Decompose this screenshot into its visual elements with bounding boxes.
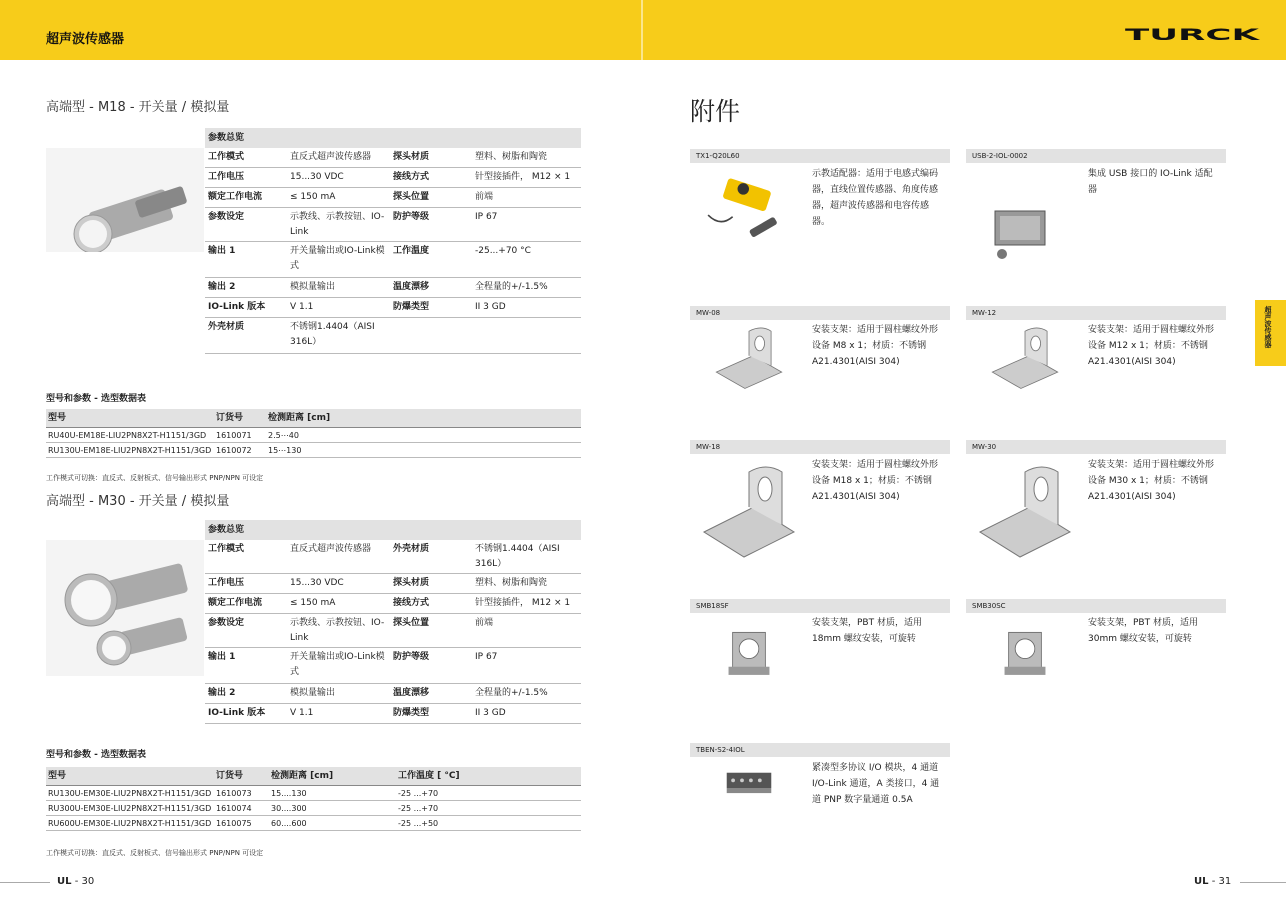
param-key: 探头位置 [393,618,430,628]
param-value [472,318,579,353]
table-row [46,786,581,801]
accessory-drawing [966,616,1084,706]
accessory-name: MW-30 [966,440,1226,454]
cell: -25 ...+70 [398,804,439,813]
m30-model-title: 型号和参数 - 选型数据表 [46,750,147,760]
col-model: 型号 [48,771,67,781]
param-value: IP 67 [475,212,498,222]
param-key: 参数设定 [208,212,245,222]
param-value: 塑料、树脂和陶瓷 [475,578,548,588]
accessory-description: 集成 USB 接口的 IO-Link 适配器 [1088,169,1213,195]
param-key: 额定工作电流 [208,598,263,608]
accessory-drawing [690,323,808,413]
accessory-description: 安装支架：适用于圆柱螺纹外形设备 M18 x 1；材质：不锈钢 A21.4301(AISI 304) [812,460,939,502]
param-value: 前端 [475,192,494,202]
param-key: 工作模式 [208,152,245,162]
col-order: 订货号 [216,413,244,423]
table-row [46,816,581,831]
param-value: 不锈钢1.4404（AISI 316L） [290,322,375,347]
param-key: 外壳材质 [393,544,430,554]
param-row [205,574,581,594]
footer-rule-right [1240,882,1286,883]
param-value: 针型接插件， M12 × 1 [475,598,571,608]
param-row [205,278,581,298]
param-value: -25...+70 °C [475,246,531,256]
param-key: 输出 2 [208,688,236,698]
accessory-name: SMB30SC [966,599,1226,613]
accessory-name: TBEN-S2-4IOL [690,743,950,757]
col-temp: 工作温度 [ °C] [398,771,460,781]
cell: RU300U-EM30E-LIU2PN8X2T-H1151/3GD [48,804,212,813]
m30-product-image [46,540,204,676]
col-order: 订货号 [216,771,244,781]
page-divider [641,0,643,60]
param-row [205,208,581,242]
m18-param-table [205,128,581,354]
param-key: 探头材质 [393,152,430,162]
accessory-name: USB-2-IOL-0002 [966,149,1226,163]
param-value: 示教线、示教按钮、IO-Link [290,212,385,237]
param-key: 工作电压 [208,172,245,182]
param-key: 防护等级 [393,212,430,222]
param-key: 防爆类型 [393,708,430,718]
page-number-right: UL - 31 [1194,876,1232,887]
m18-model-title: 型号和参数 - 选型数据表 [46,394,147,404]
param-value: 直反式超声波传感器 [290,152,372,162]
cell: 2.5⋯40 [268,431,299,440]
m30-title: 高端型 - M30 - 开关量 / 模拟量 [46,494,230,509]
param-row [205,298,581,318]
param-row [205,168,581,188]
param-header: 参数总览 [205,520,581,540]
param-value: 直反式超声波传感器 [290,544,372,554]
accessory-description: 安装支架，PBT 材质，适用 18mm 螺纹安装，可旋转 [812,618,922,644]
cell: 30....300 [271,804,307,813]
footer-rule-left [0,882,50,883]
param-key: 额定工作电流 [208,192,263,202]
cell: 60....600 [271,819,307,828]
m18-product-image [46,148,204,252]
cell: 1610072 [216,446,252,455]
param-value: V 1.1 [290,302,314,312]
accessory-description: 示教适配器：适用于电感式编码器，直线位置传感器、角度传感器，超声波传感器和电容传感器。 [812,169,939,227]
param-key: 工作温度 [393,246,430,256]
cell: -25 ...+70 [398,789,439,798]
param-key: 防爆类型 [393,302,430,312]
param-key: 输出 1 [208,652,236,662]
cell: 1610075 [216,819,252,828]
param-key: 温度漂移 [393,282,430,292]
m18-model-table [46,409,581,458]
m30-model-table [46,767,581,831]
param-key: 工作模式 [208,544,245,554]
cell: 1610071 [216,431,252,440]
cell: RU600U-EM30E-LIU2PN8X2T-H1151/3GD [48,819,212,828]
accessory-name: TX1-Q20L60 [690,149,950,163]
param-value: 全程量的+/-1.5% [475,282,548,292]
param-key: 输出 2 [208,282,236,292]
param-key: 参数设定 [208,618,245,628]
side-tab-label: 超声波传感器 [1264,306,1272,348]
param-value: 15...30 VDC [290,578,344,588]
m30-param-table [205,520,581,724]
param-row [205,614,581,648]
side-tab [1255,300,1286,366]
cell: 15....130 [271,789,307,798]
page-number-left: UL - 30 [57,876,95,887]
col-range: 检测距离 [cm] [268,413,331,423]
param-row [205,648,581,684]
cell: -25 ...+50 [398,819,439,828]
table-row [46,443,581,458]
param-value: 针型接插件， M12 × 1 [475,172,571,182]
top-banner [0,0,1286,60]
accessory-description: 紧凑型多协议 I/O 模块，4 通道 I/O-Link 通道，A 类接口，4 通道 PNP 数字量通道 0.5A [812,763,940,805]
param-value: II 3 GD [475,302,506,312]
accessory-drawing [690,166,808,256]
param-value: V 1.1 [290,708,314,718]
param-value: 塑料、树脂和陶瓷 [475,152,548,162]
param-row [205,148,581,168]
param-key: 接线方式 [393,598,430,608]
param-value: II 3 GD [475,708,506,718]
accessory-drawing [966,457,1084,567]
param-key: IO-Link 版本 [208,302,266,312]
accessory-drawing [966,166,1084,276]
col-model: 型号 [48,413,67,423]
accessories-title: 附件 [690,97,741,126]
m30-note: 工作模式可切换：直反式、反射板式、信号输出形式 PNP/NPN 可设定 [46,849,264,857]
accessory-name: SMB18SF [690,599,950,613]
param-value: 15...30 VDC [290,172,344,182]
accessory-description: 安装支架，PBT 材质，适用 30mm 螺纹安装，可旋转 [1088,618,1198,644]
accessory-description: 安装支架：适用于圆柱螺纹外形设备 M12 x 1；材质：不锈钢 A21.4301(AISI 304) [1088,325,1215,367]
cell: 1610073 [216,789,252,798]
accessory-drawing [690,616,808,706]
section-title: 超声波传感器 [46,32,125,47]
accessory-drawing [690,457,808,567]
accessory-name: MW-08 [690,306,950,320]
accessory-drawing [966,323,1084,413]
param-value: 全程量的+/-1.5% [475,688,548,698]
param-key: 探头材质 [393,578,430,588]
param-row [205,318,581,354]
param-key: 工作电压 [208,578,245,588]
param-row [205,594,581,614]
param-value: ≤ 150 mA [290,598,336,608]
col-range: 检测距离 [cm] [271,771,334,781]
param-value: 前端 [475,618,494,628]
param-value: ≤ 150 mA [290,192,336,202]
param-value: 模拟量输出 [290,688,336,698]
param-key: IO-Link 版本 [208,708,266,718]
accessory-description: 安装支架：适用于圆柱螺纹外形设备 M8 x 1；材质：不锈钢 A21.4301(AISI 304) [812,325,939,367]
param-key: 输出 1 [208,246,236,256]
table-header [46,409,581,428]
accessory-name: MW-18 [690,440,950,454]
cell: RU40U-EM18E-LIU2PN8X2T-H1151/3GD [48,431,207,440]
param-key: 防护等级 [393,652,430,662]
param-key [390,318,472,353]
cell: 1610074 [216,804,252,813]
cell: RU130U-EM30E-LIU2PN8X2T-H1151/3GD [48,789,212,798]
param-row [205,188,581,208]
param-row [205,242,581,278]
param-key: 接线方式 [393,172,430,182]
param-key: 探头位置 [393,192,430,202]
table-row [46,428,581,443]
cell: RU130U-EM18E-LIU2PN8X2T-H1151/3GD [48,446,212,455]
param-key: 温度漂移 [393,688,430,698]
accessory-description: 安装支架：适用于圆柱螺纹外形设备 M30 x 1；材质：不锈钢 A21.4301(AISI 304) [1088,460,1215,502]
param-key: 外壳材质 [208,322,245,332]
m18-title: 高端型 - M18 - 开关量 / 模拟量 [46,100,230,115]
param-value: 开关量输出或IO-Link模式 [290,246,385,271]
table-row [46,801,581,816]
accessory-name: MW-12 [966,306,1226,320]
table-header [46,767,581,786]
svg-text:TURCK: TURCK [1125,27,1260,41]
param-value: 不锈钢1.4404（AISI 316L） [475,544,560,569]
param-value: 开关量输出或IO-Link模式 [290,652,385,677]
accessory-drawing [690,760,808,830]
param-value: 模拟量输出 [290,282,336,292]
param-value: 示教线、示教按钮、IO-Link [290,618,385,643]
param-value: IP 67 [475,652,498,662]
param-row [205,684,581,704]
param-row [205,540,581,574]
param-header: 参数总览 [205,128,581,148]
m18-note: 工作模式可切换：直反式、反射板式、信号输出形式 PNP/NPN 可设定 [46,474,264,482]
cell: 15⋯130 [268,446,302,455]
param-row [205,704,581,724]
turck-logo [1124,27,1260,41]
